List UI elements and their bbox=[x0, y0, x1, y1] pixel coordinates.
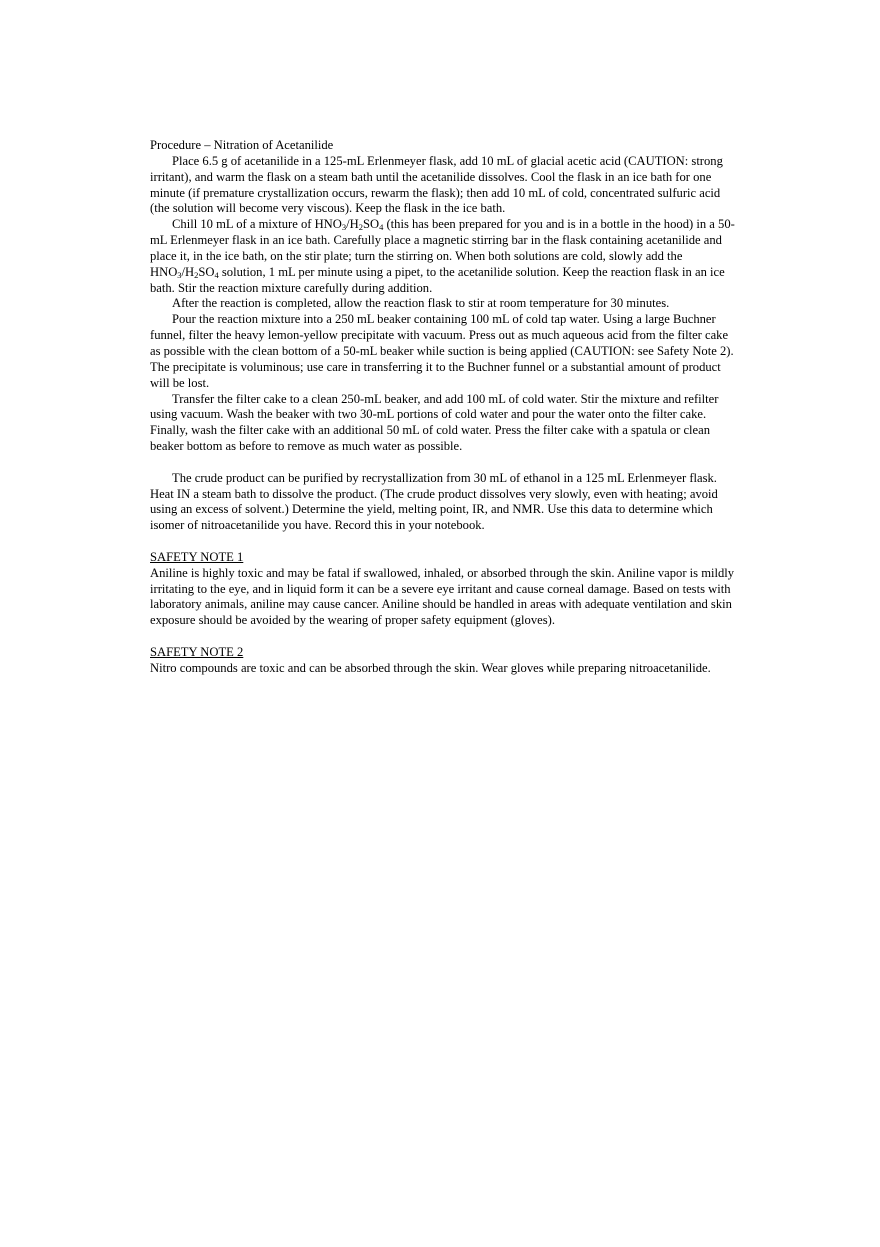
procedure-paragraph-1: Place 6.5 g of acetanilide in a 125-mL Erlenmeyer flask, add 10 mL of glacial acetic acid (CAUTION: strong irritant), and warm the flask on a steam bath until the acetanilide dissolves. Cool the flask in an ice bath for one minute (if premature crystallization occurs, rewarm the flask); then add 10 mL of cold, concentrated sulfuric acid (the solution will become very viscous). Keep the flask in the ice bath. bbox=[150, 153, 723, 216]
para2-text-4: (this has been prepared for you and is in a bottle in the hood) in a 50-mL Erlenmeyer flask in an ice bath. Carefully place a magnetic stirring bar in the flask containing acetanilide and place it, in the ice bath, on the stir plate; turn the stirring on. When both solutions are cold, slowly add the HNO bbox=[150, 217, 735, 279]
safety-note-1-heading: SAFETY NOTE 1 bbox=[150, 549, 244, 564]
para2-sub-4: 3 bbox=[177, 269, 182, 280]
para2-sub-3: 4 bbox=[379, 222, 384, 233]
para2-text-3: SO bbox=[362, 217, 380, 232]
para2-text-6: SO bbox=[198, 264, 215, 279]
para2-sub-5: 2 bbox=[194, 269, 199, 280]
procedure-paragraph-6: The crude product can be purified by recrystallization from 30 mL of ethanol in a 125 mL Erlenmeyer flask. Heat IN a steam bath to dissolve the product. (The crude product dissolves very slowly, even with heating; avoid using an excess of solvent.) Determine the yield, melting point, IR, and NMR. Use this data to determine which isomer of nitroacetanilide you have. Record this in your notebook. bbox=[150, 470, 718, 533]
document-body bbox=[150, 138, 735, 677]
para2-sub-6: 4 bbox=[214, 269, 219, 280]
para2-text-5: /H bbox=[181, 264, 195, 279]
para2-sub-1: 3 bbox=[341, 222, 347, 233]
safety-note-2-text: Nitro compounds are toxic and can be absorbed through the skin. Wear gloves while preparing nitroacetanilide. bbox=[150, 660, 711, 675]
spacer bbox=[150, 534, 735, 550]
procedure-paragraph-5: Transfer the filter cake to a clean 250-mL beaker, and add 100 mL of cold water. Stir the mixture and refilter using vacuum. Wash the beaker with two 30-mL portions of cold water and pour the water onto the filter cake. Finally, wash the filter cake with an additional 50 mL of cold water. Press the filter cake with a spatula or clean beaker bottom as before to remove as much water as possible. bbox=[150, 391, 719, 454]
para2-sub-2: 2 bbox=[358, 222, 363, 233]
spacer bbox=[150, 455, 735, 471]
safety-note-2-heading: SAFETY NOTE 2 bbox=[150, 645, 244, 659]
spacer bbox=[150, 629, 735, 645]
para2-text-7: solution, 1 mL per minute using a pipet, to the acetanilide solution. Keep the reaction flask in an ice bath. Stir the reaction mixture carefully during addition. bbox=[150, 264, 725, 295]
para2-text-1: Chill 10 mL of a mixture of HNO bbox=[172, 217, 342, 232]
procedure-paragraph-2 bbox=[150, 217, 735, 296]
safety-note-1-text: Aniline is highly toxic and may be fatal if swallowed, inhaled, or absorbed through the skin. Aniline vapor is mildly irritating to the eye, and in liquid form it can be a severe eye irritant and cause corneal damage. Based on tests with laboratory animals, aniline may cause cancer. Aniline should be handled in areas with adequate ventilation and skin exposure should be avoided by the wearing of proper safety equipment (gloves). bbox=[150, 565, 735, 628]
procedure-paragraph-4: Pour the reaction mixture into a 250 mL beaker containing 100 mL of cold tap water. Using a large Buchner funnel, filter the heavy lemon-yellow precipitate with vacuum. Press out as much aqueous acid from the filter cake as possible with the clean bottom of a 50-mL beaker while suction is being applied (CAUTION: see Safety Note 2). The precipitate is voluminous; use care in transferring it to the Buchner funnel or a substantial amount of product will be lost. bbox=[150, 312, 734, 390]
procedure-paragraph-3: After the reaction is completed, allow the reaction flask to stir at room temperature for 30 minutes. bbox=[172, 296, 670, 311]
document-title: Procedure – Nitration of Acetanilide bbox=[150, 138, 334, 152]
para2-text-2: /H bbox=[346, 217, 359, 232]
